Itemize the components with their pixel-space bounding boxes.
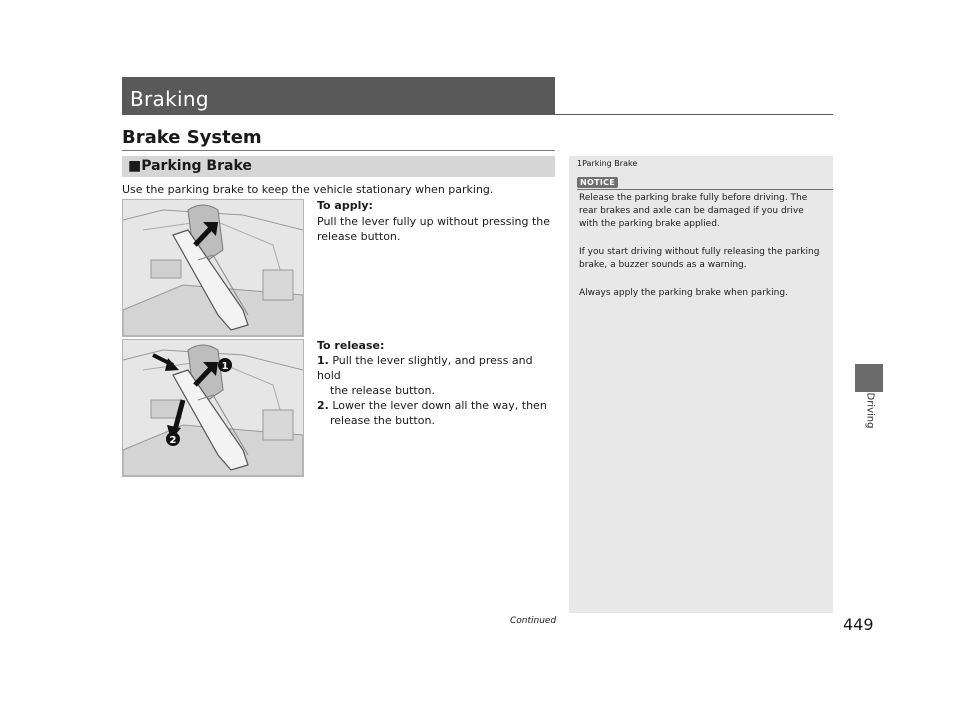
notice-rule [577,189,833,190]
notice-badge: NOTICE [577,177,618,188]
sidebar-line: If you start driving without fully releasing the parking [579,247,820,257]
subsection-title: ■Parking Brake [128,158,252,174]
callout-1: 1 [221,361,229,372]
sidebar-line: brake, a buzzer sounds as a warning. [579,260,747,270]
apply-instruction [317,214,550,244]
chapter-rule [555,114,833,115]
section-divider [122,150,555,151]
chapter-banner [122,77,555,115]
release-step-1 [317,353,555,383]
sidebar-title-text: Parking Brake [582,159,638,168]
notice-line: with the parking brake applied. [579,219,720,229]
intro-text: Use the parking brake to keep the vehicle stationary when parking. [122,183,494,196]
sidebar-paragraph-2 [579,246,829,272]
callout-2: 2 [169,435,177,446]
notice-text [579,192,829,231]
step-text-cont: release the button. [330,414,435,427]
release-step-2 [317,398,555,413]
notice-line: rear brakes and axle can be damaged if you drive [579,206,804,216]
step-number: 2. [317,399,329,412]
step-number: 1. [317,354,329,367]
release-steps [317,353,555,428]
subsection-header [122,156,555,177]
notice-line: Release the parking brake fully before driving. The [579,193,808,203]
apply-label: To apply: [317,199,373,212]
chapter-title: Braking [130,87,209,111]
apply-line-1: Pull the lever fully up without pressing the [317,215,551,228]
section-title: Brake System [122,127,262,148]
step-text: Lower the lever down all the way, then [332,399,547,412]
sidebar-paragraph-3: Always apply the parking brake when parking. [579,288,788,298]
chapter-tab-label: Driving [864,392,876,429]
step-text: Pull the lever slightly, and press and hold [317,354,533,382]
reference-marker: 1 [577,159,583,168]
release-label: To release: [317,339,385,352]
sidebar-title [577,159,637,168]
page-number: 449 [843,615,874,634]
apply-illustration [122,199,304,337]
release-illustration [122,339,304,477]
continued-label: Continued [510,616,557,626]
apply-line-2: release button. [317,230,401,243]
parking-lever-apply-image [123,200,303,336]
step-text-cont: the release button. [330,384,435,397]
parking-lever-release-image [123,340,303,476]
